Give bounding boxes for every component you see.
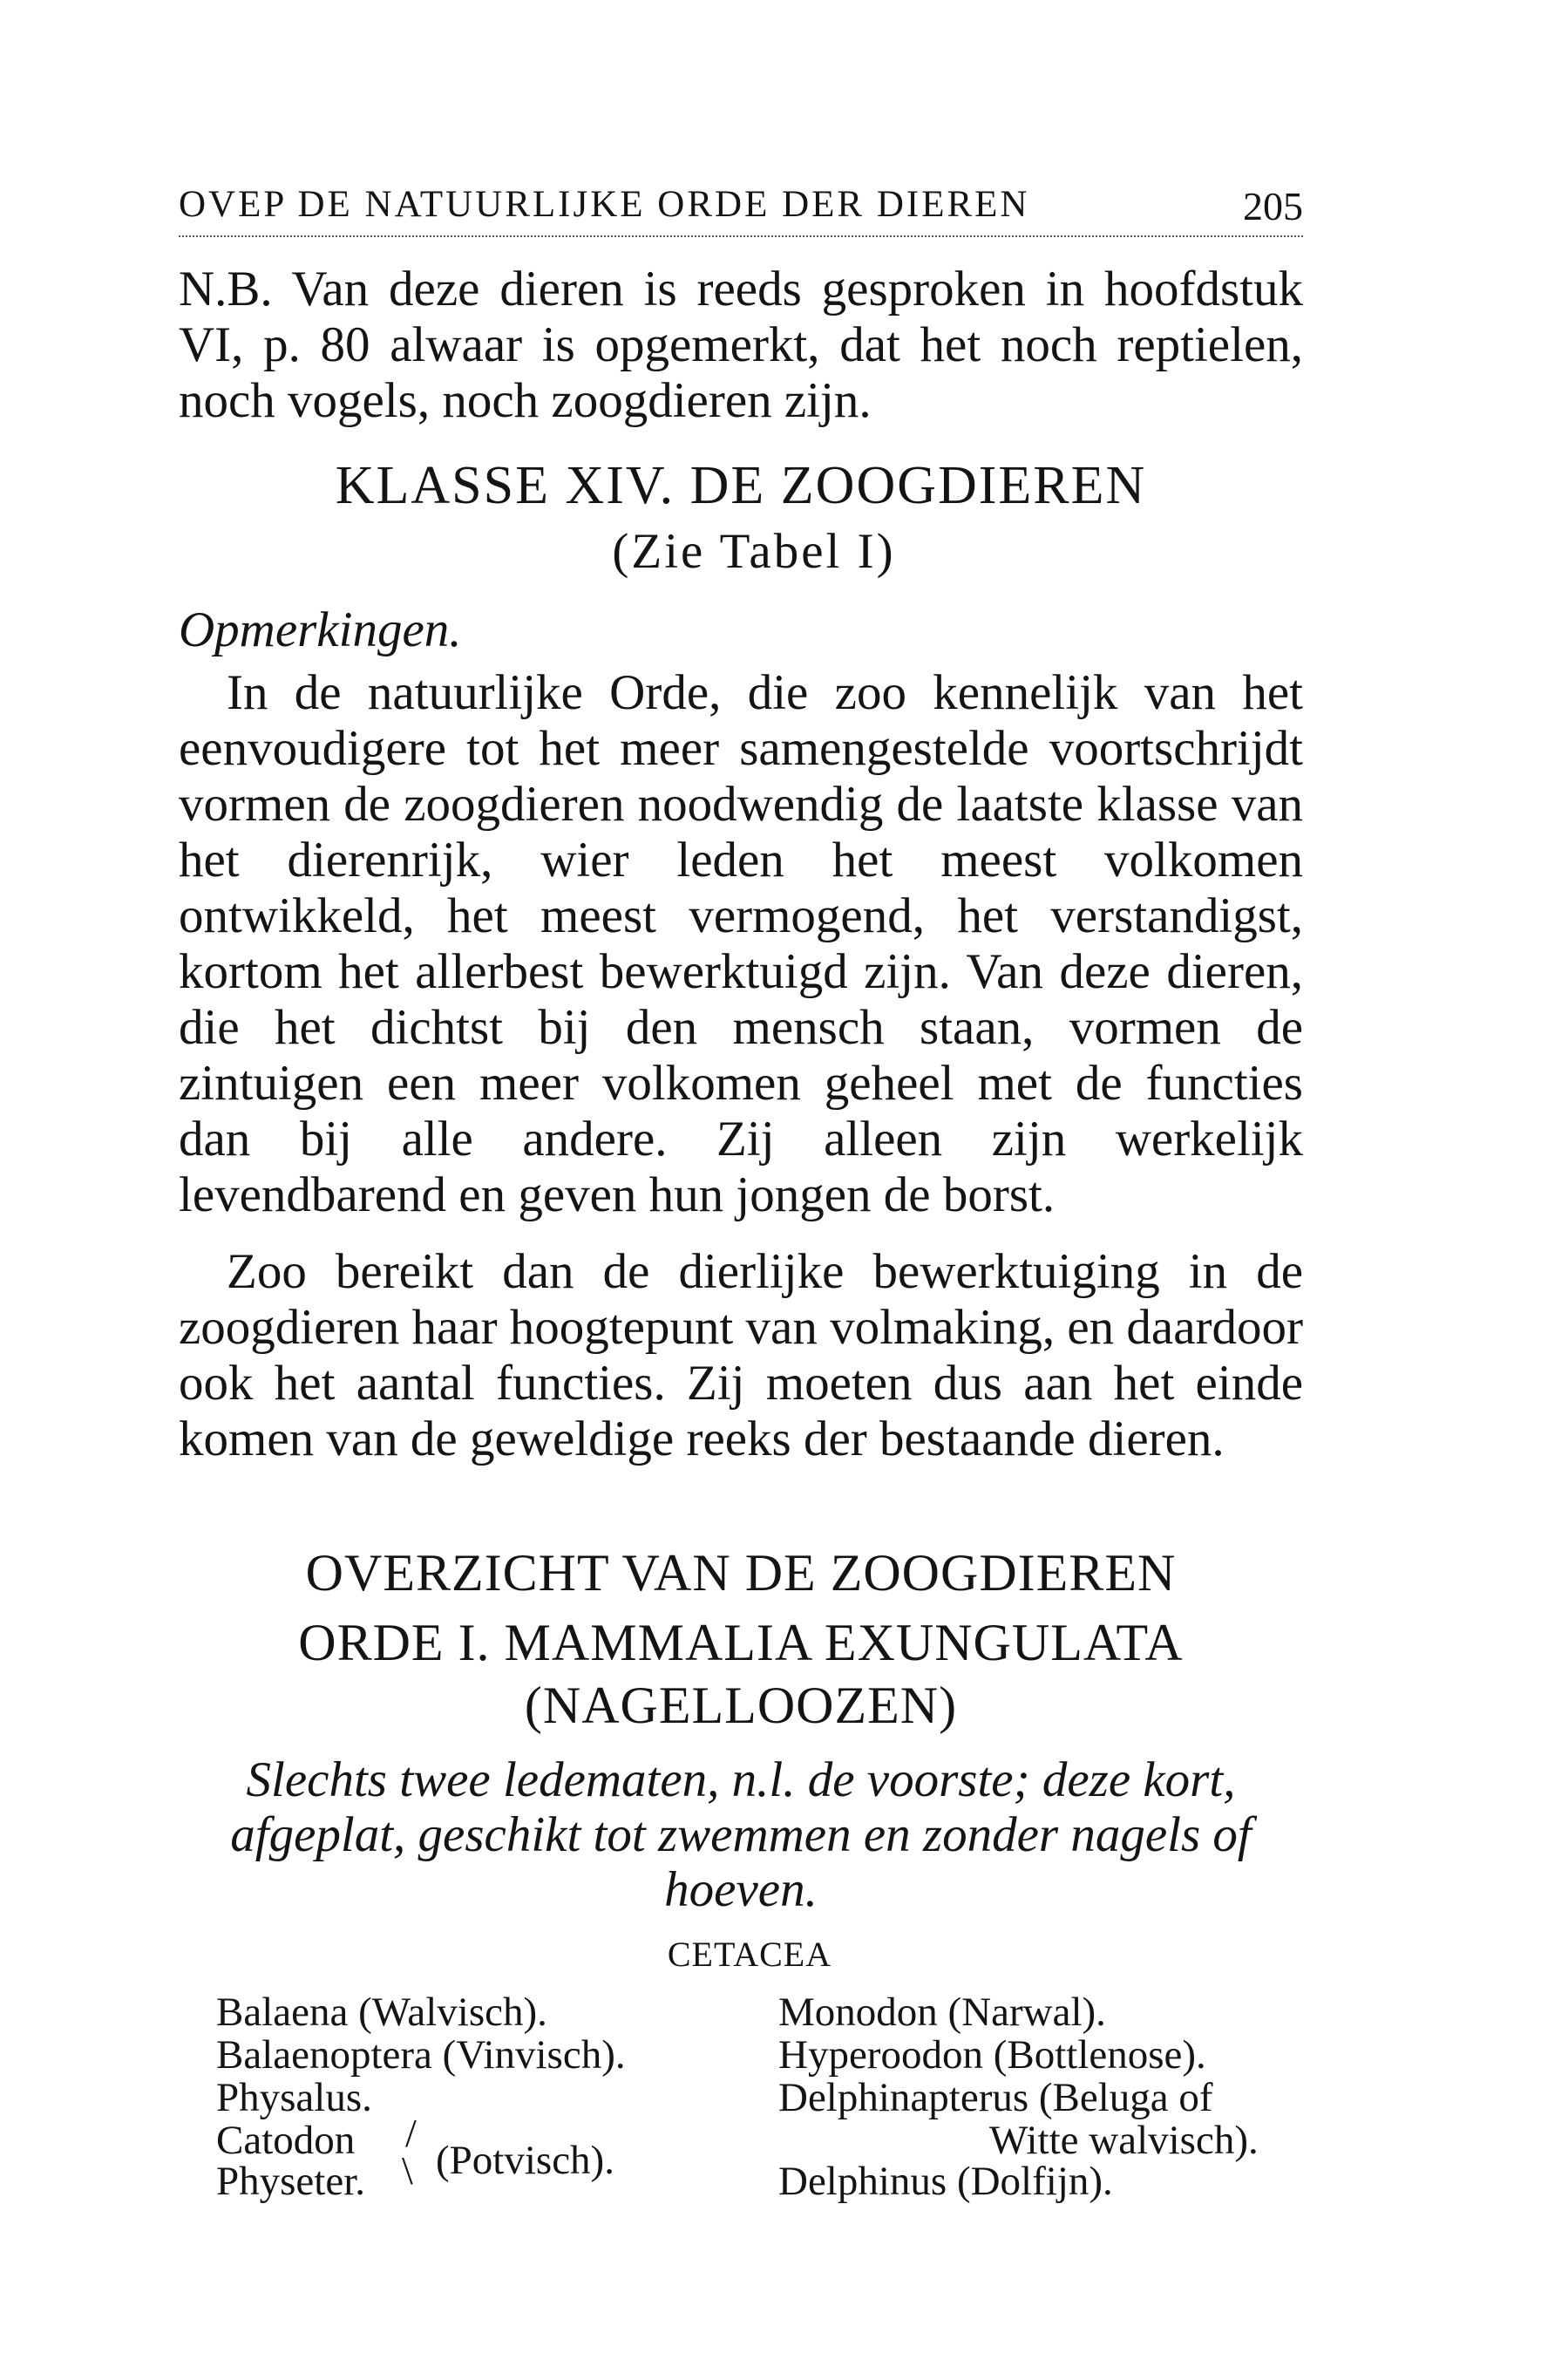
page-number: 205 — [1243, 184, 1303, 228]
genus-right-5: Delphinus (Dolfijn). — [778, 2159, 1113, 2204]
genus-right-1: Monodon (Narwal). — [778, 1990, 1106, 2035]
paragraph-2: Zoo bereikt dan de dierlijke bewerktuiging in de zoogdieren haar hoogtepunt van volmaking, en daardoor ook het aantal functies. Zij moeten dus aan het einde komen van de geweldige reeks der bestaande dieren. — [179, 1244, 1303, 1466]
genus-left-1: Balaena (Walvisch). — [216, 1990, 547, 2035]
brace-top-icon: / — [405, 2111, 417, 2155]
genus-left-3: Physalus. — [216, 2075, 372, 2120]
order-description: Slechts twee ledematen, n.l. de voorste; deze kort, afgeplat, geschikt tot zwemmen en zonder nagels of hoeven. — [230, 1752, 1252, 1917]
genus-left-2: Balaenoptera (Vinvisch). — [216, 2032, 626, 2078]
class-subheading: (Zie Tabel I) — [612, 524, 896, 579]
nb-note: N.B. Van deze dieren is reeds gesproken in hoofdstuk VI, p. 80 alwaar is opgemerkt, dat het noch reptielen, noch vogels, noch zoogdieren zijn. — [179, 262, 1303, 428]
genus-right-4: Witte walvisch). — [989, 2118, 1259, 2163]
genus-right-3: Delphinapterus (Beluga of — [778, 2075, 1213, 2120]
overview-title: OVERZICHT VAN DE ZOOGDIEREN — [305, 1544, 1177, 1602]
genus-group-name: (Potvisch). — [436, 2138, 614, 2183]
genus-left-4: Catodon — [216, 2118, 356, 2163]
cetacea-label: CETACEA — [667, 1935, 832, 1974]
remarks-label: Opmerkingen. — [179, 602, 462, 657]
order-subtitle: (NAGELLOOZEN) — [524, 1677, 958, 1734]
paragraph-1: In de natuurlijke Orde, die zoo kennelijk van het eenvoudigere tot het meer samengestelde voortschrijdt vormen de zoogdieren noodwendig de laatste klasse van het dierenrijk, wier leden het meest volkomen ontwikkeld, het meest vermogend, het verstandigst, kortom het allerbest bewerktuigd zijn. Van deze dieren, die het dichtst bij den mensch staan, vormen de zintuigen een meer volkomen geheel met de functies dan bij alle andere. Zij alleen zijn werkelijk levendbarend en geven hun jongen de borst. — [179, 665, 1303, 1222]
genus-right-2: Hyperoodon (Bottlenose). — [778, 2032, 1206, 2078]
order-title: ORDE I. MAMMALIA EXUNGULATA — [298, 1614, 1184, 1671]
class-heading: KLASSE XIV. DE ZOOGDIEREN — [335, 456, 1147, 515]
genus-left-5: Physeter. — [216, 2159, 366, 2204]
running-title: OVEP DE NATUURLIJKE ORDE DER DIEREN — [179, 184, 1030, 225]
page-header — [179, 183, 1303, 237]
brace-bottom-icon: \ — [402, 2148, 413, 2193]
